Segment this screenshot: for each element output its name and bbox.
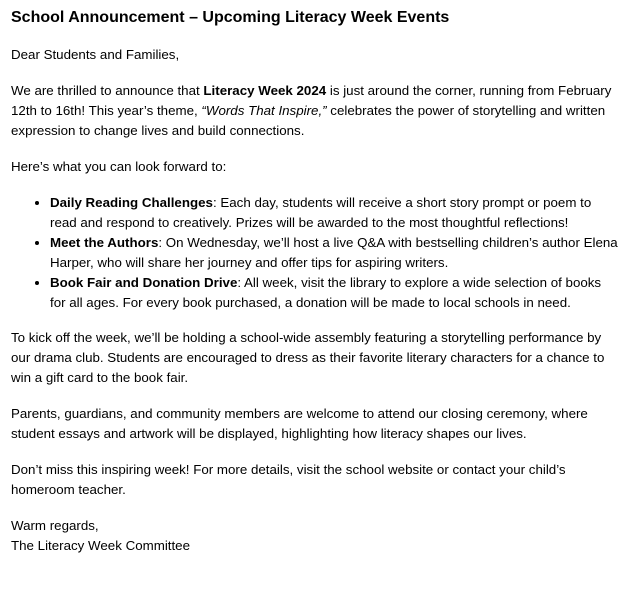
signature: The Literacy Week Committee bbox=[11, 538, 191, 553]
list-item-daily-reading bbox=[50, 193, 620, 233]
event-description: : On Wednesday, we’ll host a live Q&A with bestselling children’s author Elena Harper, who will share her journey and offer tips for aspiring writers. bbox=[50, 235, 618, 270]
list-item-book-fair bbox=[50, 273, 620, 313]
intro-tail: celebrates the power of storytelling and written expression to change lives and build connections. bbox=[11, 103, 606, 138]
list-intro: Here’s what you can look forward to: bbox=[11, 159, 227, 174]
intro-theme: “Words That Inspire,” bbox=[201, 103, 327, 118]
event-name: Daily Reading Challenges bbox=[50, 195, 213, 210]
event-name: Meet the Authors bbox=[50, 235, 159, 250]
event-description: : All week, visit the library to explore a wide selection of books for all ages. For every book purchased, a donation will be made to local schools in need. bbox=[50, 275, 602, 310]
events-list bbox=[11, 193, 620, 313]
event-name: Book Fair and Donation Drive bbox=[50, 275, 238, 290]
intro-paragraph bbox=[11, 81, 620, 141]
event-description: : Each day, students will receive a short story prompt or poem to read and respond to creatively. Prizes will be awarded to the most thoughtful reflections! bbox=[50, 195, 592, 230]
intro-highlight: Literacy Week 2024 bbox=[203, 83, 327, 98]
details-paragraph: Don’t miss this inspiring week! For more details, visit the school website or contact your child’s homeroom teacher. bbox=[11, 462, 566, 497]
sign-off: Warm regards, bbox=[11, 518, 99, 533]
intro-mid: is just around the corner, running from February 12th to 16th! This year’s theme, bbox=[11, 83, 612, 118]
assembly-paragraph: To kick off the week, we’ll be holding a school-wide assembly featuring a storytelling performance by our drama club. Students are encouraged to dress as their favorite literary characters for a chance to win a gift card to the book fair. bbox=[11, 330, 605, 385]
closing-block bbox=[11, 516, 620, 556]
list-item-meet-authors bbox=[50, 233, 620, 273]
ceremony-paragraph: Parents, guardians, and community members are welcome to attend our closing ceremony, where student essays and artwork will be displayed, highlighting how literacy shapes our lives. bbox=[11, 406, 588, 441]
salutation: Dear Students and Families, bbox=[11, 47, 180, 62]
document-title: School Announcement – Upcoming Literacy Week Events bbox=[11, 9, 450, 26]
intro-lead: We are thrilled to announce that bbox=[11, 83, 204, 98]
